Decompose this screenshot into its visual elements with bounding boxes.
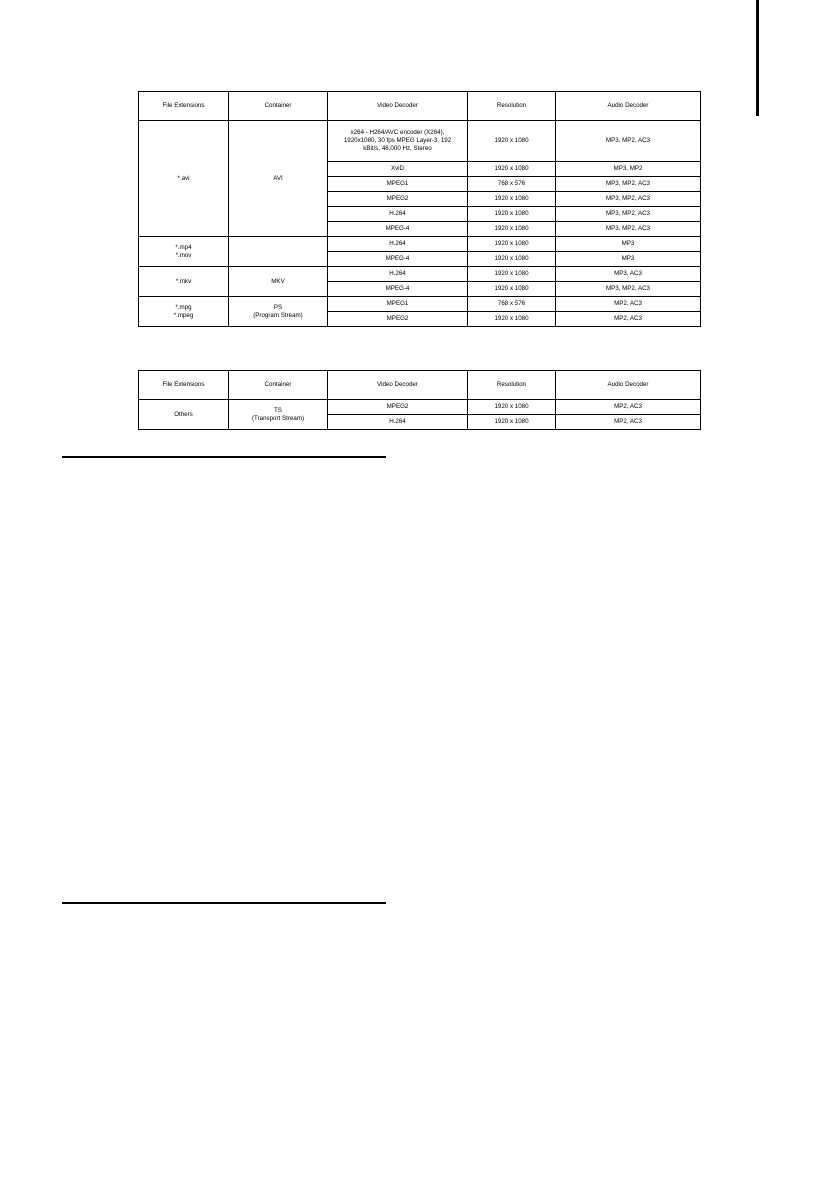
audio-decoder-cell: MP2, AC3 — [556, 312, 701, 327]
extensions-cell — [139, 237, 229, 267]
resolution-cell: 1920 x 1080 — [468, 400, 556, 415]
resolution-cell: 1920 x 1080 — [468, 312, 556, 327]
video-decoder-cell: MPEG2 — [328, 312, 468, 327]
supported-formats-table — [138, 91, 701, 327]
resolution-cell: 1920 x 1080 — [468, 192, 556, 207]
other-formats-table — [138, 370, 701, 430]
video-decoder-cell: MPEG2 — [328, 192, 468, 207]
resolution-cell: 768 x 576 — [468, 177, 556, 192]
resolution-cell: 1920 x 1080 — [468, 222, 556, 237]
container-cell: AVI — [229, 121, 328, 237]
audio-decoder-cell: MP3, MP2 — [556, 162, 701, 177]
section-divider — [62, 456, 386, 458]
audio-decoder-cell: MP3 — [556, 237, 701, 252]
resolution-cell: 1920 x 1080 — [468, 162, 556, 177]
video-decoder-cell: MPEG-4 — [328, 222, 468, 237]
table-header-row — [139, 371, 701, 400]
audio-decoder-cell: MP3 — [556, 252, 701, 267]
resolution-cell: 1920 x 1080 — [468, 267, 556, 282]
audio-decoder-cell: MP3, MP2, AC3 — [556, 222, 701, 237]
extensions-cell: *.avi — [139, 121, 229, 237]
header-video-decoder: Video Decoder — [328, 371, 468, 400]
video-decoder-cell: MPEG1 — [328, 177, 468, 192]
video-decoder-cell: MPEG2 — [328, 400, 468, 415]
section-divider — [62, 902, 386, 904]
audio-decoder-cell: MP2, AC3 — [556, 400, 701, 415]
video-decoder-cell: H.264 — [328, 267, 468, 282]
audio-decoder-cell: MP3, MP2, AC3 — [556, 282, 701, 297]
header-audio-decoder: Audio Decoder — [556, 371, 701, 400]
extensions-cell: *.mkv — [139, 267, 229, 297]
container-description: (Program Stream) — [253, 311, 303, 319]
header-file-extensions: File Extensions — [139, 371, 229, 400]
resolution-cell: 1920 x 1080 — [468, 237, 556, 252]
container-cell — [229, 400, 328, 430]
video-decoder-cell: H.264 — [328, 415, 468, 430]
extension-mpg: *.mpg — [175, 303, 192, 311]
header-video-decoder: Video Decoder — [328, 92, 468, 121]
extensions-cell — [139, 297, 229, 327]
resolution-cell: 1920 x 1080 — [468, 207, 556, 222]
header-audio-decoder: Audio Decoder — [556, 92, 701, 121]
extensions-cell: Others — [139, 400, 229, 430]
header-resolution: Resolution — [468, 371, 556, 400]
header-container: Container — [229, 92, 328, 121]
container-cell — [229, 297, 328, 327]
audio-decoder-cell: MP3, AC3 — [556, 267, 701, 282]
table-row — [139, 237, 701, 252]
container-cell — [229, 237, 328, 267]
header-file-extensions: File Extensions — [139, 92, 229, 121]
audio-decoder-cell: MP3, MP2, AC3 — [556, 192, 701, 207]
container-cell: MKV — [229, 267, 328, 297]
extension-mov: *.mov — [175, 251, 192, 259]
header-container: Container — [229, 371, 328, 400]
audio-decoder-cell: MP3, MP2, AC3 — [556, 177, 701, 192]
page-edge-bar — [756, 0, 759, 116]
audio-decoder-cell: MP3, MP2, AC3 — [556, 121, 701, 162]
container-name: PS — [273, 303, 283, 311]
resolution-cell: 1920 x 1080 — [468, 415, 556, 430]
table-row — [139, 121, 701, 162]
video-decoder-cell: x264 - H264/AVC encoder (X264), 1920x1080, 30 fps MPEG Layer-3, 192 kBit/s, 48,000 Hz, Stereo — [328, 121, 468, 162]
header-resolution: Resolution — [468, 92, 556, 121]
extension-mp4: *.mp4 — [175, 243, 192, 251]
audio-decoder-cell: MP3, MP2, AC3 — [556, 207, 701, 222]
resolution-cell: 1920 x 1080 — [468, 282, 556, 297]
audio-decoder-cell: MP2, AC3 — [556, 415, 701, 430]
table-row — [139, 400, 701, 415]
video-decoder-cell: MPEG-4 — [328, 282, 468, 297]
table-row — [139, 297, 701, 312]
video-decoder-cell: XviD — [328, 162, 468, 177]
resolution-cell: 768 x 576 — [468, 297, 556, 312]
resolution-cell: 1920 x 1080 — [468, 252, 556, 267]
resolution-cell: 1920 x 1080 — [468, 121, 556, 162]
video-decoder-cell: MPEG-4 — [328, 252, 468, 267]
container-name: TS — [274, 406, 282, 414]
container-description: (Transport Stream) — [251, 414, 305, 422]
audio-decoder-cell: MP2, AC3 — [556, 297, 701, 312]
table-header-row — [139, 92, 701, 121]
extension-mpeg: *.mpeg — [173, 311, 194, 319]
video-decoder-cell: H.264 — [328, 207, 468, 222]
video-decoder-cell: H.264 — [328, 237, 468, 252]
table-row — [139, 267, 701, 282]
video-decoder-cell: MPEG1 — [328, 297, 468, 312]
